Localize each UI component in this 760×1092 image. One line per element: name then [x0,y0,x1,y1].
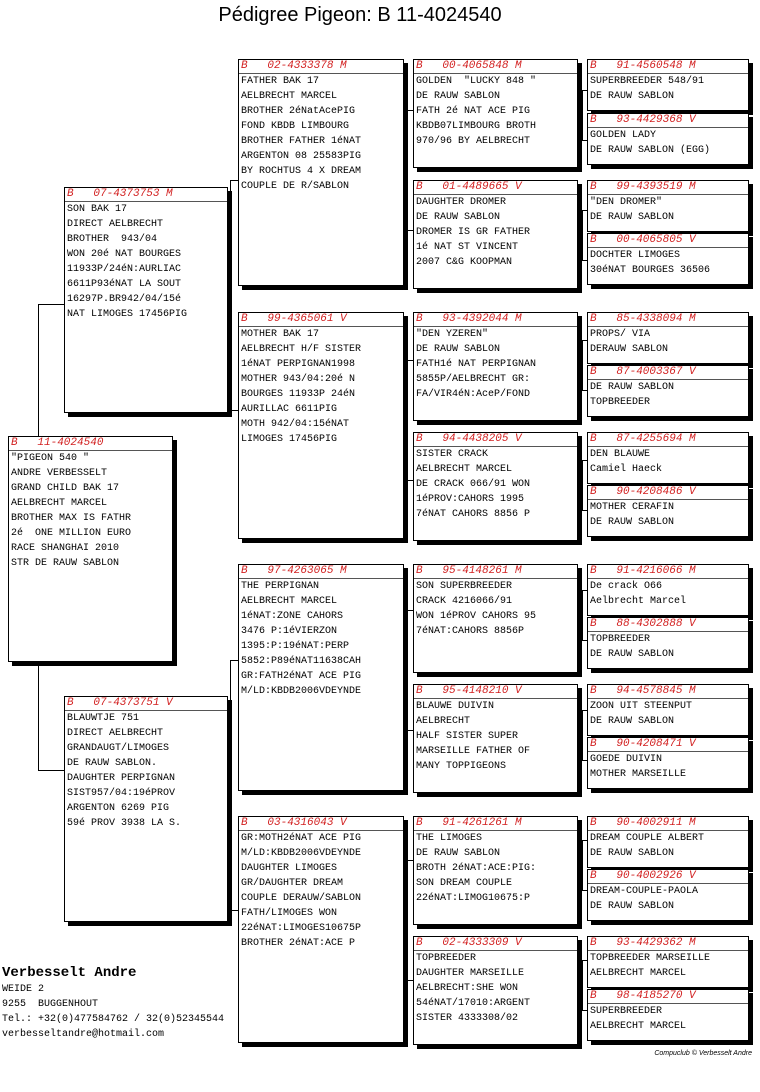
pigeon-info-line: 22éNAT:LIMOG10675:P [416,893,531,904]
pigeon-card-gen4[interactable] [587,233,749,285]
pigeon-info-line: NAT LIMOGES 17456PIG [67,309,188,320]
connector [582,710,583,760]
pigeon-card-sss[interactable] [413,59,578,168]
pigeon-info-line: BOURGES 11933P 24éN [241,389,356,400]
pigeon-card-gen4[interactable] [587,816,749,868]
ring-number: B 87-4255694 M [588,433,748,447]
pigeon-info-line: M/LD:KBDB2006VDEYNDE [241,686,362,697]
pigeon-info-line: ZOON UIT STEENPUT [590,701,693,712]
pigeon-info-line: TOPBREEDER [416,953,477,964]
ring-number: B 99-4365061 V [239,313,403,327]
pigeon-info-line: AELBRECHT MARCEL [241,596,338,607]
ring-number: B 01-4489665 V [414,181,577,195]
pigeon-info-line: AELBRECHT H/F SISTER [241,344,362,355]
ring-number: B 07-4373753 M [65,188,227,202]
pigeon-card-gen4[interactable] [587,869,749,921]
pigeon-info-line: COUPLE DERAUW/SABLON [241,893,362,904]
pigeon-card-sire[interactable] [64,187,228,413]
pigeon-card-gen4[interactable] [587,617,749,669]
pigeon-info-line: TOPBREEDER MARSEILLE [590,953,711,964]
pigeon-card-gen4[interactable] [587,684,749,736]
connector [406,360,407,480]
pigeon-info-line: STR DE RAUW SABLON [11,558,120,569]
pigeon-info-line: DE RAUW SABLON (EGG) [590,145,711,156]
pigeon-info-line: SON BAK 17 [67,204,128,215]
pigeon-info-line: DEN BLAUWE [590,449,651,460]
pigeon-info-line: BROTHER 2éNAT:ACE P [241,938,356,949]
pigeon-info-line: MOTHER MARSEILLE [590,769,687,780]
pigeon-info-line: AELBRECHT MARCEL [241,91,338,102]
pigeon-info-line: 22éNAT:LIMOGES10675P [241,923,362,934]
owner-address-city: 9255 BUGGENHOUT [2,999,99,1010]
pigeon-card-sds[interactable] [413,312,578,421]
pigeon-info-line: MOTH 942/04:15éNAT [241,419,350,430]
connector [582,590,583,640]
pigeon-info-line: M/LD:KBDB2006VDEYNDE [241,848,362,859]
pigeon-card-gen4[interactable] [587,312,749,364]
pigeon-info-line: DOCHTER LIMOGES [590,250,681,261]
pigeon-info-line: 5852:P89éNAT11638CAH [241,656,362,667]
ring-number: B 99-4393519 M [588,181,748,195]
pigeon-card-dd[interactable] [238,816,404,1043]
pigeon-info-line: MOTHER 943/04:20é N [241,374,356,385]
ring-number: B 00-4065805 V [588,234,748,248]
pigeon-info-line: MANY TOPPIGEONS [416,761,507,772]
pigeon-card-ds[interactable] [238,564,404,791]
pigeon-card-ssd[interactable] [413,180,578,289]
pigeon-info-line: CRACK 4216066/91 [416,596,513,607]
ring-number: B 93-4429362 M [588,937,748,951]
pigeon-info-line: DE RAUW SABLON [590,716,675,727]
pigeon-info-line: GOLDEN "LUCKY 848 " [416,76,537,87]
connector [406,610,407,730]
ring-number: B 90-4208486 V [588,486,748,500]
pigeon-info-line: THE PERPIGNAN [241,581,320,592]
pigeon-info-line: GR/DAUGHTER DREAM [241,878,344,889]
pigeon-info-line: BROTHER MAX IS FATHR [11,513,132,524]
pigeon-card-gen4[interactable] [587,59,749,111]
pigeon-info-line: Aelbrecht Marcel [590,596,687,607]
pigeon-info-line: MOTHER CERAFIN [590,502,675,513]
pigeon-info-line: LIMOGES 17456PIG [241,434,338,445]
pigeon-card-gen4[interactable] [587,365,749,417]
pigeon-info-line: GR:MOTH2éNAT ACE PIG [241,833,362,844]
ring-number: B 93-4429368 V [588,114,748,128]
ring-number: B 91-4560548 M [588,60,748,74]
pigeon-info-line: RACE SHANGHAI 2010 [11,543,120,554]
pigeon-info-line: AELBRECHT [416,716,471,727]
connector [38,770,65,771]
ring-number: B 02-4333309 V [414,937,577,951]
connector [582,840,583,890]
pigeon-info-line: De crack O66 [590,581,663,592]
ring-number: B 90-4002926 V [588,870,748,884]
pigeon-info-line: AURILLAC 6611PIG [241,404,338,415]
pigeon-card-dds[interactable] [413,816,578,925]
pigeon-info-line: DE RAUW SABLON [590,517,675,528]
pigeon-info-line: AELBRECHT MARCEL [11,498,108,509]
pigeon-info-line: DIRECT AELBRECHT [67,219,164,230]
ring-number: B 07-4373751 V [65,697,227,711]
pigeon-info-line: 7éNAT CAHORS 8856 P [416,509,531,520]
connector [230,180,231,410]
pigeon-info-line: MOTHER BAK 17 [241,329,320,340]
pigeon-card-sdd[interactable] [413,432,578,541]
pigeon-info-line: 54éNAT/17010:ARGENT [416,998,531,1009]
connector [38,304,65,305]
connector [582,460,583,510]
pigeon-info-line: 7éNAT:CAHORS 8856P [416,626,525,637]
connector [582,340,583,390]
pigeon-info-line: 3476 P:1éVIERZON [241,626,338,637]
owner-address-street: WEIDE 2 [2,984,45,995]
pigeon-info-line: DAUGHTER MARSEILLE [416,968,525,979]
pigeon-info-line: GRANDAUGT/LIMOGES [67,743,170,754]
pigeon-info-line: TOPBREEDER [590,397,651,408]
pigeon-info-line: HALF SISTER SUPER [416,731,519,742]
pigeon-info-line: GRAND CHILD BAK 17 [11,483,120,494]
pigeon-info-line: GOEDE DUIVIN [590,754,663,765]
pigeon-info-line: BROTH 2éNAT:ACE:PIG: [416,863,537,874]
pigeon-info-line: DE RAUW SABLON [590,91,675,102]
pigeon-info-line: DERAUW SABLON [590,344,669,355]
connector [582,960,583,1010]
pigeon-card-gen4[interactable] [587,936,749,988]
pigeon-card-gen4[interactable] [587,180,749,232]
pigeon-info-line: 1é NAT ST VINCENT [416,242,519,253]
pigeon-card-gen4[interactable] [587,113,749,165]
footer-credit: Compuclub © Verbesselt Andre [654,1050,752,1057]
pigeon-info-line: BLAUWE DUIVIN [416,701,495,712]
pigeon-info-line: DE RAUW SABLON [590,848,675,859]
pigeon-info-line: 1éNAT PERPIGNAN1998 [241,359,356,370]
pigeon-info-line: BROTHER FATHER 1éNAT [241,136,362,147]
pigeon-info-line: 16297P.BR942/04/15é [67,294,182,305]
pigeon-info-line: PROPS/ VIA [590,329,651,340]
pigeon-info-line: ARGENTON 08 25583PIG [241,151,362,162]
page-title: Pédigree Pigeon: B 11-4024540 [218,4,502,26]
pigeon-info-line: SUPERBREEDER 548/91 [590,76,705,87]
ring-number: B 94-4578845 M [588,685,748,699]
pigeon-card-ddd[interactable] [413,936,578,1045]
connector [406,110,407,230]
pigeon-info-line: "DEN DROMER" [590,197,663,208]
pigeon-info-line: SIST957/04:19éPROV [67,788,176,799]
pigeon-info-line: DIRECT AELBRECHT [67,728,164,739]
pigeon-info-line: DAUGHTER LIMOGES [241,863,338,874]
pigeon-info-line: GR:FATH2éNAT ACE PIG [241,671,362,682]
pigeon-info-line: AELBRECHT MARCEL [590,1021,687,1032]
pigeon-info-line: FATH1é NAT PERPIGNAN [416,359,537,370]
pigeon-info-line: DE RAUW SABLON. [67,758,158,769]
ring-number: B 85-4338094 M [588,313,748,327]
owner-info [2,964,224,1042]
pigeon-info-line: Camiel Haeck [590,464,663,475]
pigeon-info-line: 5855P/AELBRECHT GR: [416,374,531,385]
pigeon-info-line: KBDB07LIMBOURG BROTH [416,121,537,132]
ring-number: B 97-4263065 M [239,565,403,579]
pigeon-info-line: SUPERBREEDER [590,1006,663,1017]
connector [38,304,39,438]
pigeon-info-line: "PIGEON 540 " [11,453,90,464]
pigeon-info-line: DROMER IS GR FATHER [416,227,531,238]
pigeon-info-line: ARGENTON 6269 PIG [67,803,170,814]
pigeon-info-line: FATHER BAK 17 [241,76,320,87]
pigeon-info-line: 2007 C&G KOOPMAN [416,257,513,268]
pigeon-info-line: "DEN YZEREN" [416,329,489,340]
pigeon-info-line: DE CRACK 066/91 WON [416,479,531,490]
connector [406,860,407,980]
pigeon-info-line: WON 20é NAT BOURGES [67,249,182,260]
pigeon-info-line: DE RAUW SABLON [590,212,675,223]
ring-number: B 88-4302888 V [588,618,748,632]
ring-number: B 02-4333378 M [239,60,403,74]
connector [582,90,583,140]
pigeon-card-gen4[interactable] [587,737,749,789]
pigeon-info-line: FATH/LIMOGES WON [241,908,338,919]
ring-number: B 94-4438205 V [414,433,577,447]
pigeon-info-line: DE RAUW SABLON [590,901,675,912]
pigeon-info-line: FATH 2é NAT ACE PIG [416,106,531,117]
pigeon-info-line: 2é ONE MILLION EURO [11,528,132,539]
ring-number: B 90-4002911 M [588,817,748,831]
pigeon-info-line: 1éNAT:ZONE CAHORS [241,611,344,622]
pigeon-info-line: DE RAUW SABLON [416,212,501,223]
pigeon-card-gen4[interactable] [587,564,749,616]
pigeon-info-line: THE LIMOGES [416,833,483,844]
pigeon-info-line: DE RAUW SABLON [590,649,675,660]
pigeon-info-line: DE RAUW SABLON [416,91,501,102]
pigeon-info-line: FA/VIR4éN:AceP/FOND [416,389,531,400]
pigeon-card-dam[interactable] [64,696,228,922]
ring-number: B 91-4261261 M [414,817,577,831]
pigeon-info-line: DE RAUW SABLON [416,848,501,859]
pigeon-info-line: DREAM COUPLE ALBERT [590,833,705,844]
pigeon-info-line: DE RAUW SABLON [590,382,675,393]
pigeon-info-line: FOND KBDB LIMBOURG [241,121,350,132]
ring-number: B 11-4024540 [9,437,172,451]
pigeon-info-line: 11933P/24éN:AURLIAC [67,264,182,275]
owner-phone: Tel.: +32(0)477584762 / 32(0)52345544 [2,1014,225,1025]
pigeon-info-line: 59é PROV 3938 LA S. [67,818,182,829]
pigeon-info-line: DE RAUW SABLON [416,344,501,355]
pigeon-info-line: 6611P93éNAT LA SOUT [67,279,182,290]
pigeon-info-line: AELBRECHT:SHE WON [416,983,519,994]
connector [230,660,231,910]
pigeon-card-dss[interactable] [413,564,578,673]
pigeon-info-line: BROTHER 2éNatAcePIG [241,106,356,117]
ring-number: B 93-4392044 M [414,313,577,327]
pigeon-info-line: 1395:P:19éNAT:PERP [241,641,350,652]
pigeon-info-line: DAUGHTER PERPIGNAN [67,773,176,784]
pigeon-card-gen4[interactable] [587,485,749,537]
pigeon-card-gen4[interactable] [587,989,749,1041]
pigeon-card-sd[interactable] [238,312,404,539]
pigeon-info-line: 970/96 BY AELBRECHT [416,136,531,147]
pigeon-card-subject[interactable] [8,436,173,662]
pigeon-info-line: BROTHER 943/04 [67,234,158,245]
ring-number: B 95-4148210 V [414,685,577,699]
pigeon-info-line: GOLDEN LADY [590,130,657,141]
ring-number: B 00-4065848 M [414,60,577,74]
pigeon-info-line: AELBRECHT MARCEL [416,464,513,475]
ring-number: B 98-4185270 V [588,990,748,1004]
pigeon-info-line: MARSEILLE FATHER OF [416,746,531,757]
pigeon-info-line: ANDRE VERBESSELT [11,468,108,479]
ring-number: B 03-4316043 V [239,817,403,831]
pigeon-info-line: DAUGHTER DROMER [416,197,507,208]
pigeon-card-gen4[interactable] [587,432,749,484]
pigeon-info-line: 30éNAT BOURGES 36506 [590,265,711,276]
connector [38,663,39,771]
pigeon-info-line: SISTER 4333308/02 [416,1013,519,1024]
pigeon-card-ss[interactable] [238,59,404,286]
pigeon-info-line: BY ROCHTUS 4 X DREAM [241,166,362,177]
ring-number: B 91-4216066 M [588,565,748,579]
ring-number: B 87-4003367 V [588,366,748,380]
pigeon-info-line: COUPLE DE R/SABLON [241,181,350,192]
pigeon-card-dsd[interactable] [413,684,578,793]
connector [582,210,583,260]
ring-number: B 90-4208471 V [588,738,748,752]
pigeon-info-line: BLAUWTJE 751 [67,713,140,724]
owner-name: Verbesselt Andre [2,965,137,981]
pigeon-info-line: SISTER CRACK [416,449,489,460]
pigeon-info-line: 1éPROV:CAHORS 1995 [416,494,525,505]
ring-number: B 95-4148261 M [414,565,577,579]
pigeon-info-line: WON 1éPROV CAHORS 95 [416,611,537,622]
owner-email: verbesseltandre@hotmail.com [2,1029,165,1040]
pigeon-info-line: SON SUPERBREEDER [416,581,513,592]
pigeon-info-line: DREAM-COUPLE-PAOLA [590,886,699,897]
pigeon-info-line: TOPBREEDER [590,634,651,645]
pigeon-info-line: AELBRECHT MARCEL [590,968,687,979]
pigeon-info-line: SON DREAM COUPLE [416,878,513,889]
